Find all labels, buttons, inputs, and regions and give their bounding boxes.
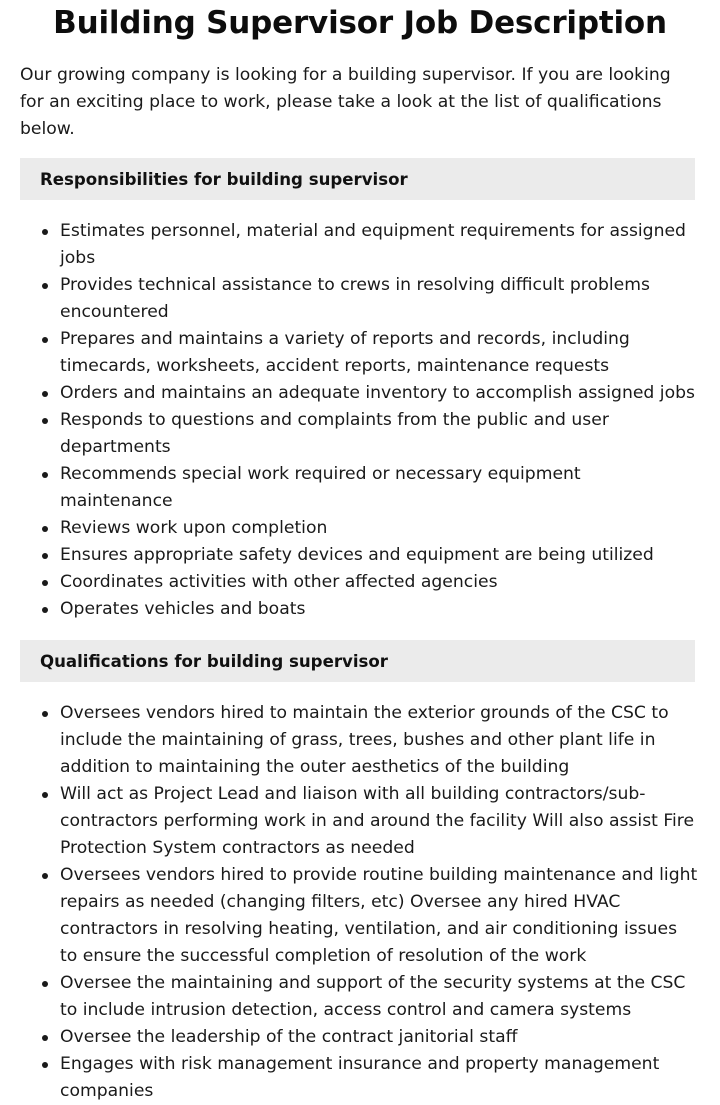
list-item: Prepares and maintains a variety of reports and records, including timecards, worksheets, accident reports, maintenance requests	[60, 326, 698, 380]
responsibilities-heading: Responsibilities for building supervisor	[40, 169, 408, 189]
list-item: Reviews work upon completion	[60, 515, 698, 542]
list-item: Provides technical assistance to crews in resolving difficult problems encountered	[60, 272, 698, 326]
list-item: Engages with risk management insurance and property management companies	[60, 1051, 698, 1105]
qualifications-heading: Qualifications for building supervisor	[40, 651, 388, 671]
qualifications-list	[20, 700, 698, 1105]
page-title: Building Supervisor Job Description	[53, 5, 667, 41]
responsibilities-header	[20, 158, 695, 200]
intro-paragraph: Our growing company is looking for a building supervisor. If you are looking for an exciting place to work, please take a look at the list of qualifications below.	[20, 65, 671, 139]
list-item: Ensures appropriate safety devices and equipment are being utilized	[60, 542, 698, 569]
responsibilities-list	[20, 218, 698, 623]
list-item: Orders and maintains an adequate inventory to accomplish assigned jobs	[60, 380, 698, 407]
list-item: Estimates personnel, material and equipment requirements for assigned jobs	[60, 218, 698, 272]
list-item: Oversee the maintaining and support of the security systems at the CSC to include intrusion detection, access control and camera systems	[60, 970, 698, 1024]
list-item: Oversees vendors hired to provide routine building maintenance and light repairs as needed (changing filters, etc) Oversee any hired HVAC contractors in resolving heating, ventilation, and air conditioning issues to ensure the successful completion of resolution of the work	[60, 862, 698, 970]
list-item: Responds to questions and complaints from the public and user departments	[60, 407, 698, 461]
list-item: Recommends special work required or necessary equipment maintenance	[60, 461, 698, 515]
list-item: Coordinates activities with other affected agencies	[60, 569, 698, 596]
qualifications-header	[20, 640, 695, 682]
list-item: Oversees vendors hired to maintain the exterior grounds of the CSC to include the maintaining of grass, trees, bushes and other plant life in addition to maintaining the outer aesthetics of the building	[60, 700, 698, 781]
list-item: Operates vehicles and boats	[60, 596, 698, 623]
list-item: Will act as Project Lead and liaison with all building contractors/sub-contractors performing work in and around the facility Will also assist Fire Protection System contractors as needed	[60, 781, 698, 862]
list-item: Oversee the leadership of the contract janitorial staff	[60, 1024, 698, 1051]
